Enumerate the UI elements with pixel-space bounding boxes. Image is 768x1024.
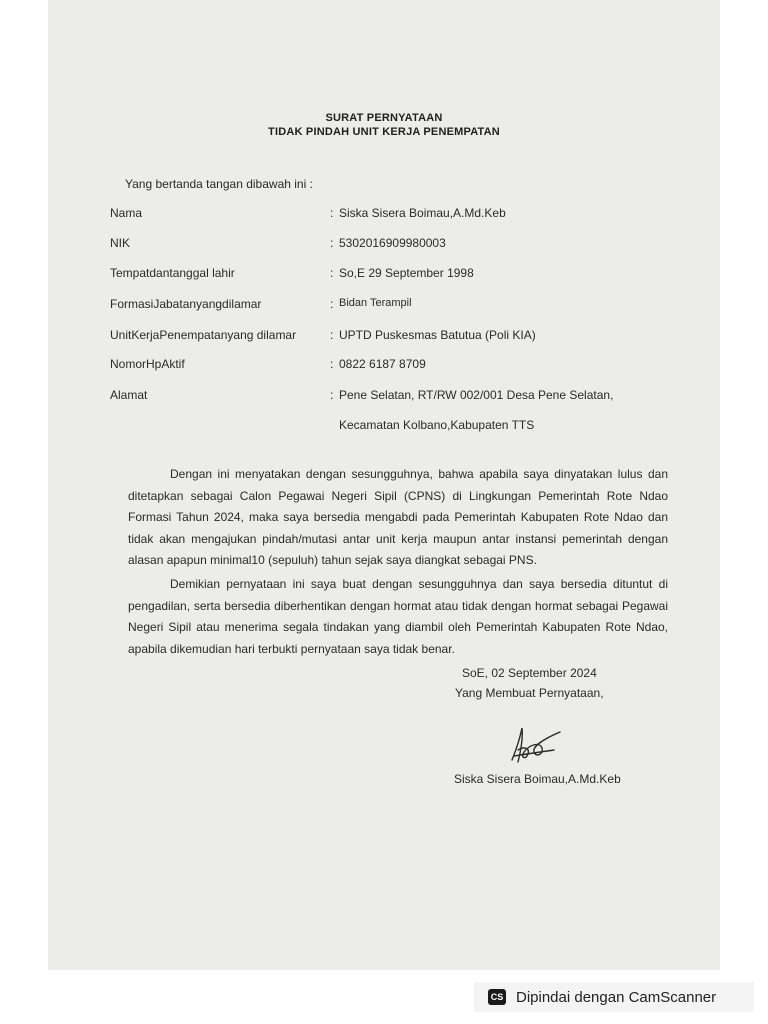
camscanner-text: Dipindai dengan CamScanner — [516, 988, 717, 1006]
field-colon: : — [330, 266, 334, 280]
camscanner-watermark — [474, 982, 754, 1012]
field-value: 5302016909980003 — [339, 236, 446, 250]
closing-text: Demikian pernyataan ini saya buat dengan sesungguhnya dan saya bersedia dituntut di pengadilan, serta bersedia diberhentikan dengan hormat atau tidak dengan hormat sebagai Pegawai Negeri Sipil atau menerima segala tindakan yang diambil oleh Pemerintah Kabupaten Rote Ndao, apabila dikemudian hari terbukti pernyataan saya tidak benar. — [128, 577, 668, 656]
field-value: 0822 6187 8709 — [339, 357, 426, 371]
field-label: NomorHpAktif — [110, 357, 185, 371]
field-label: Alamat — [110, 388, 148, 402]
field-value: So,E 29 September 1998 — [339, 266, 474, 280]
document-subtitle: TIDAK PINDAH UNIT KERJA PENEMPATAN — [268, 126, 500, 138]
field-label: NIK — [110, 236, 131, 250]
place-date: SoE, 02 September 2024 — [462, 666, 597, 680]
field-colon: : — [330, 236, 334, 250]
field-label: UnitKerjaPenempatanyang dilamar — [110, 328, 297, 342]
field-value: Kecamatan Kolbano,Kabupaten TTS — [339, 418, 535, 432]
field-value: Bidan Terampil — [339, 297, 412, 309]
statement-text: Dengan ini menyatakan dengan sesungguhnya, bahwa apabila saya dinyatakan lulus dan ditetapkan sebagai Calon Pegawai Negeri Sipil (CPNS) di Lingkungan Pemerintah Rote Ndao Formasi Tahun 2024, maka saya bersedia mengabdi pada Pemerintah Kabupaten Rote Ndao dan tidak akan mengajukan pindah/mutasi antar unit kerja maupun antar instansi pemerintah dengan alasan apapun minimal10 (sepuluh) tahun sejak saya diangkat sebagai PNS. — [128, 467, 668, 568]
field-value: Pene Selatan, RT/RW 002/001 Desa Pene Selatan, — [339, 388, 614, 402]
handwritten-signature — [506, 720, 566, 770]
field-colon: : — [330, 297, 334, 311]
field-label: Tempatdantanggal lahir — [110, 266, 235, 280]
field-colon: : — [330, 206, 334, 220]
camscanner-logo-icon: CS — [488, 989, 506, 1005]
field-colon: : — [330, 388, 334, 402]
intro-text: Yang bertanda tangan dibawah ini : — [125, 177, 313, 191]
field-colon: : — [330, 328, 334, 342]
closing-paragraph — [128, 574, 668, 660]
field-label: Nama — [110, 206, 143, 220]
field-label: FormasiJabatanyangdilamar — [110, 297, 262, 311]
document-title: SURAT PERNYATAAN — [325, 112, 443, 124]
statement-paragraph — [128, 464, 668, 572]
field-colon: : — [330, 357, 334, 371]
maker-label: Yang Membuat Pernyataan, — [455, 686, 604, 700]
field-value: Siska Sisera Boimau,A.Md.Keb — [339, 206, 506, 220]
signer-name: Siska Sisera Boimau,A.Md.Keb — [454, 772, 621, 786]
field-value: UPTD Puskesmas Batutua (Poli KIA) — [339, 328, 536, 342]
